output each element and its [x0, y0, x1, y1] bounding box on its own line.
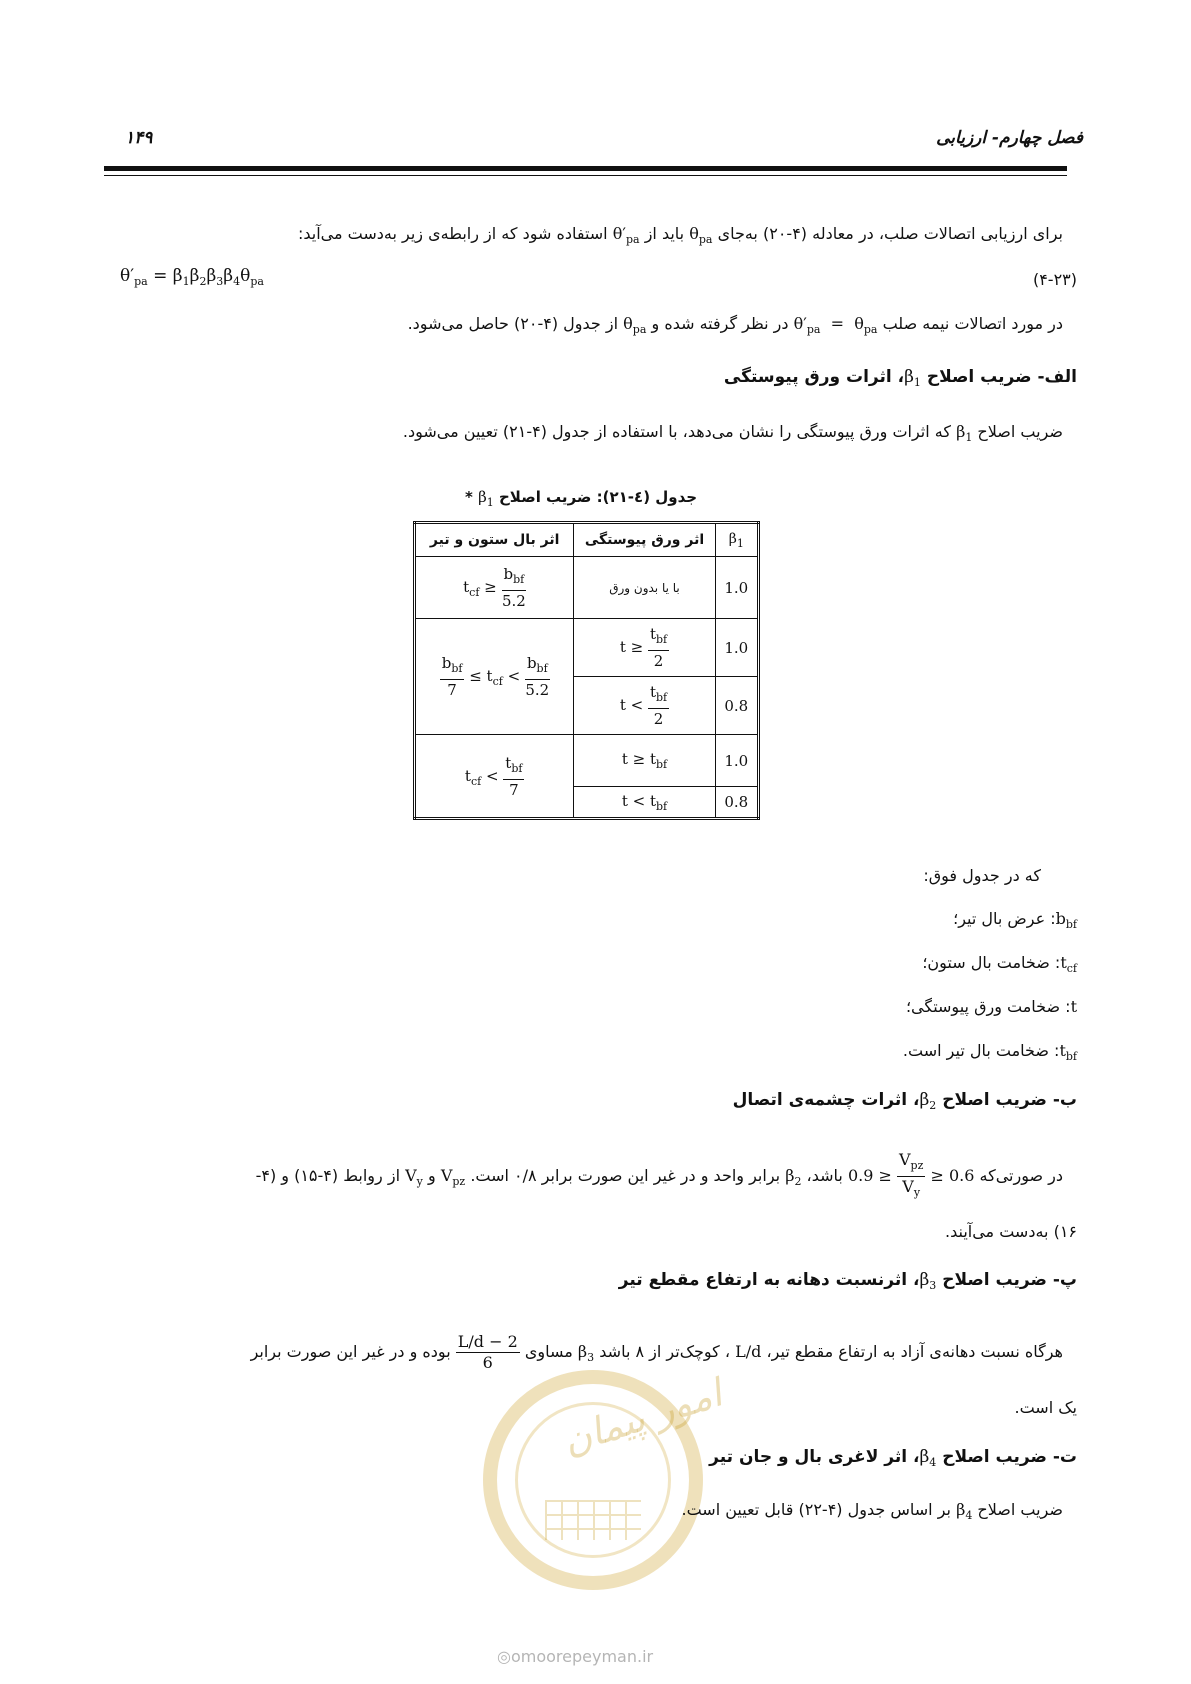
equation-4-23: $\theta'_{pa} = \beta_1\beta_2\beta_3\beta_4\theta_{pa}$ [120, 266, 264, 288]
section-c-paragraph-2: یک است. [1014, 1398, 1077, 1417]
table-caption: جدول (٤-۲۱): ضریب اصلاح $\beta_1$ * [465, 488, 698, 509]
section-b-paragraph-1: در صورتی‌که 0.9 ≥ $\frac{V_{pz}}{V_y}$ ≥ 0.6 باشد، $\beta_2$ برابر واحد و در غیر این صورت برابر ۰/۸ است. $V_{pz}$ و $V_y$ از روابط (۴-۱۵) و (۴- [255, 1150, 1063, 1199]
cell-flange-2: $\frac{b_{bf}}{7}$ ≤ $t_{cf}$ < $\frac{b_{bf}}{5.2}$ [415, 619, 574, 735]
cell-plate-3: t < $\frac{t_{bf}}{2}$ [574, 677, 715, 735]
cell-plate-4: $t \ge t_{bf}$ [574, 735, 715, 787]
cell-beta-1: 1.0 [715, 557, 758, 619]
table-row [415, 735, 759, 787]
section-c-paragraph-1: هرگاه نسبت دهانه‌ی آزاد به ارتفاع مقطع تیر، L/d ، کوچک‌تر از ۸ باشد $\beta_3$ مساوی $\frac{L/d - 2}{6}$ بوده و در غیر این صورت برابر [250, 1332, 1063, 1372]
header-flange: اثر بال ستون و تیر [415, 523, 574, 557]
section-d-heading: ت- ضریب اصلاح $\beta_4،$ اثر لاغری بال و جان تیر [709, 1447, 1077, 1469]
table-header-row [415, 523, 759, 557]
header-rule-thin [104, 175, 1067, 176]
definitions-intro: که در جدول فوق: [923, 866, 1041, 885]
intro-paragraph-1: برای ارزیابی اتصالات صلب، در معادله (۴-۲۰) به‌جای $\theta_{pa}$ باید از $\theta'_{pa}$ استفاده شود که از رابطه‌ی زیر به‌دست می‌آید: [297, 224, 1063, 246]
section-a-heading: الف- ضریب اصلاح $\beta_1،$ اثرات ورق پیوستگی [723, 367, 1077, 389]
watermark-stamp-text: امور پیمان [557, 1370, 728, 1464]
header-rule-thick [104, 166, 1067, 171]
section-b-paragraph-2: ۱۶) به‌دست می‌آیند. [945, 1222, 1077, 1241]
definition-tbf: $t_{bf}$: ضخامت بال تیر است. [902, 1041, 1077, 1063]
chapter-title: فصل چهارم- ارزیابی [936, 128, 1083, 148]
definition-t: t: ضخامت ورق پیوستگی؛ [905, 997, 1077, 1016]
cell-beta-5: 0.8 [715, 787, 758, 819]
table-row [415, 557, 759, 619]
definition-bbf: $b_{bf}$: عرض بال تیر؛ [953, 909, 1077, 931]
section-a-paragraph: ضریب اصلاح $\beta_1$ که اثرات ورق پیوستگی را نشان می‌دهد، با استفاده از جدول (۴-۲۱) تعیین می‌شود. [402, 422, 1063, 444]
cell-plate-2: t ≥ $\frac{t_{bf}}{2}$ [574, 619, 715, 677]
definition-tcf: $t_{cf}$: ضخامت بال ستون؛ [922, 953, 1077, 975]
cell-beta-2: 1.0 [715, 619, 758, 677]
equation-number: (۴-۲۳) [1032, 270, 1077, 289]
cell-plate-1: با یا بدون ورق [574, 557, 715, 619]
cell-flange-3: $t_{cf}$ < $\frac{t_{bf}}{7}$ [415, 735, 574, 819]
cell-beta-4: 1.0 [715, 735, 758, 787]
table-row [415, 619, 759, 677]
cell-flange-1: $t_{cf}$ ≥ $\frac{b_{bf}}{5.2}$ [415, 557, 574, 619]
cell-beta-3: 0.8 [715, 677, 758, 735]
watermark-url: ◎omoorepeyman.ir [497, 1647, 654, 1666]
section-b-heading: ب- ضریب اصلاح $\beta_2،$ اثرات چشمه‌ی اتصال [732, 1090, 1077, 1112]
cell-plate-5: $t < t_{bf}$ [574, 787, 715, 819]
beta1-table [413, 521, 760, 820]
page-number: ۱۴۹ [125, 128, 153, 148]
watermark-stamp-grid [545, 1500, 641, 1540]
header-beta: $\beta_1$ [715, 523, 758, 557]
section-c-heading: پ- ضریب اصلاح $\beta_3،$ اثرنسبت دهانه به ارتفاع مقطع تیر [618, 1270, 1077, 1292]
section-d-paragraph: ضریب اصلاح $\beta_4$ بر اساس جدول (۴-۲۲) قابل تعیین است. [681, 1500, 1063, 1522]
header-plate: اثر ورق پیوستگی [574, 523, 715, 557]
watermark-globe-icon: ◎ [497, 1647, 511, 1666]
intro-paragraph-2: در مورد اتصالات نیمه صلب $\theta'_{pa} = \theta_{pa}$ در نظر گرفته شده و $\theta_{pa}$ از جدول (۴-۲۰) حاصل می‌شود. [407, 314, 1063, 336]
